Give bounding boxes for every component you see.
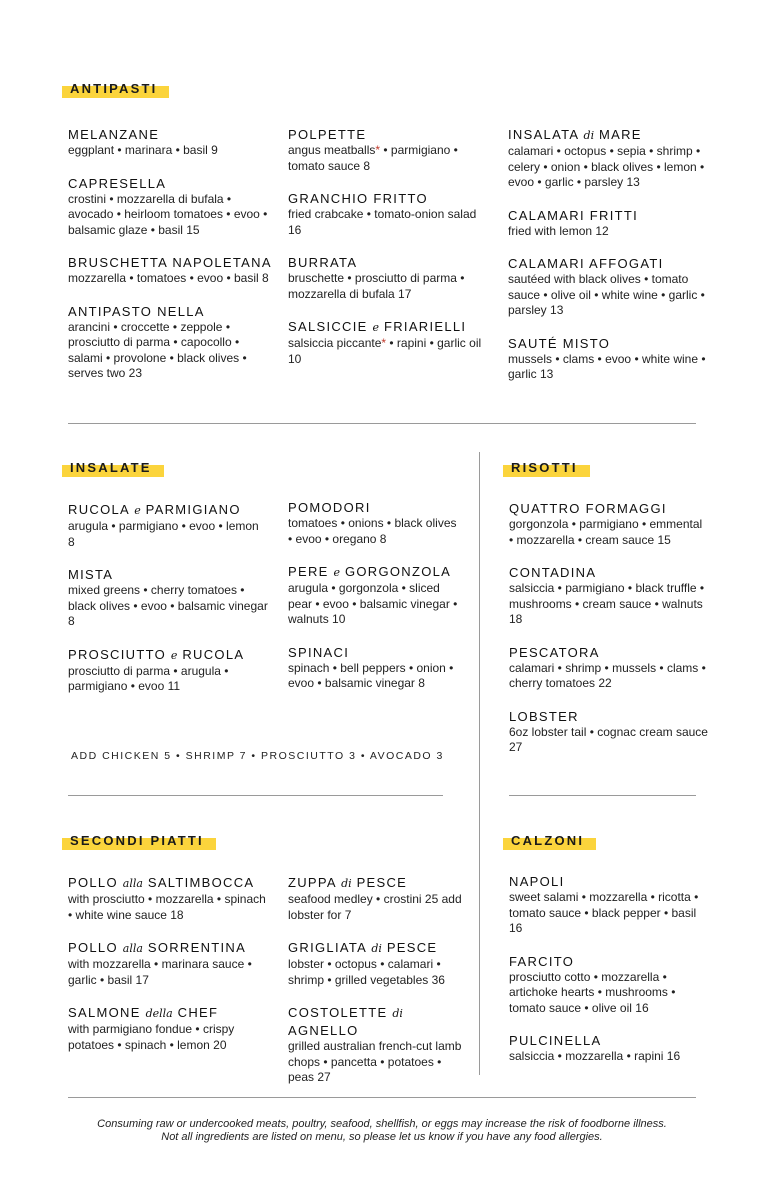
menu-item	[288, 190, 483, 238]
menu-item	[68, 1004, 273, 1053]
item-desc: grilled australian french-cut lamb chops • pancetta • potatoes • peas 27	[288, 1039, 462, 1084]
item-desc: eggplant • marinara • basil 9	[68, 143, 218, 157]
item-desc	[288, 143, 483, 174]
name-part: GORGONZOLA	[344, 564, 452, 579]
name-part: CHEF	[177, 1005, 219, 1020]
item-desc: arugula • parmigiano • evoo • lemon 8	[68, 519, 259, 549]
name-part: RUCOLA	[68, 502, 130, 517]
allergen-star: *	[381, 336, 387, 350]
item-name	[288, 874, 466, 892]
insalate-section	[68, 459, 158, 477]
name-part: MARE	[599, 127, 642, 142]
menu-item	[68, 874, 273, 923]
item-name: PULCINELLA	[509, 1033, 602, 1048]
name-part: INSALATA	[508, 127, 579, 142]
menu-item	[288, 874, 466, 923]
item-desc: salsiccia • mozzarella • rapini 16	[509, 1049, 681, 1063]
menu-item	[508, 255, 708, 319]
item-name	[508, 126, 708, 144]
name-part: AGNELLO	[288, 1023, 359, 1038]
menu-item	[68, 303, 273, 382]
item-name	[288, 939, 466, 957]
menu-item	[509, 953, 709, 1017]
item-name: FARCITO	[509, 953, 575, 969]
name-part: PESCE	[386, 940, 438, 955]
menu-item	[509, 500, 709, 548]
antipasti-heading: ANTIPASTI	[68, 81, 163, 96]
item-desc	[288, 336, 483, 367]
name-connector: alla	[122, 877, 143, 890]
item-name: SAUTÉ MISTO	[508, 335, 611, 351]
item-desc: spinach • bell peppers • onion • evoo • balsamic vinegar 8	[288, 660, 454, 690]
antipasti-col-3	[508, 126, 708, 399]
secondi-col-2	[288, 874, 466, 1102]
risotti-section	[509, 459, 584, 477]
item-desc: mozzarella • tomatoes • evoo • basil 8	[68, 271, 269, 285]
name-part: PERE	[288, 564, 329, 579]
name-connector: e	[333, 566, 341, 579]
menu-item	[509, 1032, 709, 1065]
desc-part: • rapini • garlic oil 10	[288, 336, 482, 366]
menu-item	[288, 318, 483, 367]
menu-item	[68, 939, 273, 988]
item-name: QUATTRO FORMAGGI	[509, 501, 667, 516]
insalate-heading: INSALATE	[68, 460, 158, 475]
item-desc: arugula • gorgonzola • sliced pear • evoo • balsamic vinegar • walnuts 10	[288, 581, 458, 626]
menu-item	[68, 566, 268, 630]
name-connector: e	[170, 648, 178, 662]
name-part: PESCE	[356, 875, 408, 890]
item-name: NAPOLI	[509, 874, 565, 889]
menu-item	[288, 499, 463, 547]
name-part: FRIARIELLI	[383, 319, 467, 334]
item-name: BURRATA	[288, 255, 358, 270]
antipasti-col-1	[68, 126, 273, 398]
name-connector: alla	[122, 942, 143, 955]
item-name: POLPETTE	[288, 127, 367, 142]
item-name: POMODORI	[288, 500, 371, 515]
item-name: CAPRESELLA	[68, 175, 167, 191]
item-name	[68, 501, 268, 519]
allergy-notice	[0, 1118, 764, 1144]
name-connector: di	[583, 129, 595, 142]
name-connector: di	[392, 1007, 403, 1020]
calzoni-heading: CALZONI	[509, 833, 590, 848]
notice-line-1: Consuming raw or undercooked meats, poultry, seafood, shellfish, or eggs may increase the risk of foodborne illness.	[97, 1118, 667, 1130]
name-part: PARMIGIANO	[145, 502, 241, 517]
divider	[509, 795, 696, 796]
menu-item	[68, 254, 273, 287]
item-name	[288, 1004, 466, 1039]
name-part: RUCOLA	[182, 646, 245, 662]
calzoni-col	[509, 873, 709, 1081]
item-desc: prosciutto cotto • mozzarella • artichoke hearts • mushrooms • tomato sauce • olive oil 16	[509, 969, 676, 1015]
item-name: MELANZANE	[68, 127, 160, 142]
desc-part: salsiccia piccante	[288, 336, 382, 350]
risotti-heading: RISOTTI	[509, 460, 584, 475]
name-part: SALTIMBOCCA	[147, 875, 255, 890]
item-name: LOBSTER	[509, 708, 579, 724]
item-name: CALAMARI AFFOGATI	[508, 256, 664, 271]
item-desc: gorgonzola • parmigiano • emmental • mozzarella • cream sauce 15	[509, 517, 703, 547]
menu-item	[509, 644, 709, 692]
item-name: SPINACI	[288, 644, 350, 660]
desc-part: angus meatballs	[288, 143, 376, 157]
item-desc: arancini • croccette • zeppole • prosciutto di parma • capocollo • salami • provolone • black olives • serves two 23	[68, 319, 247, 380]
item-name: CALAMARI FRITTI	[508, 207, 639, 223]
divider	[68, 795, 443, 796]
menu-item	[68, 646, 268, 695]
item-desc: calamari • octopus • sepia • shrimp • celery • onion • black olives • lemon • evoo • garlic • parsley 13	[508, 144, 705, 189]
menu-item	[508, 207, 708, 240]
menu-item	[288, 563, 463, 628]
item-desc: bruschette • prosciutto di parma • mozzarella di bufala 17	[288, 271, 465, 301]
item-name	[68, 874, 273, 892]
item-desc: with prosciutto • mozzarella • spinach • white wine sauce 18	[68, 892, 266, 922]
menu-item	[288, 1004, 466, 1086]
name-part: POLLO	[68, 940, 118, 955]
item-desc: tomatoes • onions • black olives • evoo • oregano 8	[288, 516, 457, 546]
antipasti-section	[68, 80, 163, 98]
item-desc: lobster • octopus • calamari • shrimp • grilled vegetables 36	[288, 957, 445, 987]
item-desc: with parmigiano fondue • crispy potatoes • spinach • lemon 20	[68, 1022, 235, 1052]
desc-part: • parmigiano • tomato sauce 8	[288, 143, 458, 173]
item-desc: crostini • mozzarella di bufala • avocado • heirloom tomatoes • evoo • balsamic glaze • basil 15	[68, 191, 268, 237]
item-name	[68, 1004, 273, 1022]
item-desc: prosciutto di parma • arugula • parmigiano • evoo 11	[68, 663, 229, 693]
item-name: MISTA	[68, 567, 114, 582]
item-desc: fried crabcake • tomato-onion salad 16	[288, 207, 477, 237]
menu-item	[508, 335, 708, 383]
menu-item	[509, 873, 709, 937]
name-connector: di	[341, 877, 352, 890]
menu-item	[509, 708, 709, 756]
item-name: GRANCHIO FRITTO	[288, 191, 428, 206]
name-part: SALMONE	[68, 1005, 141, 1020]
calzoni-section	[509, 832, 590, 850]
divider	[68, 1097, 696, 1098]
item-desc: sautéed with black olives • tomato sauce • olive oil • white wine • garlic • parsley 13	[508, 272, 705, 317]
divider	[68, 423, 696, 424]
allergen-star: *	[375, 143, 381, 157]
item-desc: fried with lemon 12	[508, 223, 609, 238]
menu-item	[288, 254, 483, 302]
item-desc: seafood medley • crostini 25 add lobster for 7	[288, 892, 462, 922]
menu-item	[509, 564, 709, 628]
item-name: BRUSCHETTA NAPOLETANA	[68, 255, 272, 270]
item-name	[68, 646, 268, 664]
insalate-col-2	[288, 499, 463, 708]
name-connector: di	[371, 942, 382, 955]
item-desc: salsiccia • parmigiano • black truffle • mushrooms • cream sauce • walnuts 18	[509, 581, 705, 626]
name-part: SALSICCIE	[288, 319, 368, 334]
name-part: SORRENTINA	[147, 940, 247, 955]
item-desc: with mozzarella • marinara sauce • garlic • basil 17	[68, 957, 252, 987]
salad-addons: ADD CHICKEN 5 • SHRIMP 7 • PROSCIUTTO 3 • AVOCADO 3	[71, 750, 444, 762]
divider-vertical	[479, 452, 480, 1075]
name-part: GRIGLIATA	[288, 940, 367, 955]
notice-line-2: Not all ingredients are listed on menu, so please let us know if you have any food allergies.	[161, 1131, 603, 1143]
menu-item	[288, 644, 463, 692]
item-name: ANTIPASTO NELLA	[68, 303, 205, 319]
item-name: PESCATORA	[509, 644, 600, 660]
item-desc: 6oz lobster tail • cognac cream sauce 27	[509, 724, 708, 754]
item-name	[288, 318, 483, 336]
menu-item	[68, 175, 273, 239]
risotti-col	[509, 500, 709, 772]
item-name	[288, 563, 463, 581]
menu-item	[68, 501, 268, 550]
item-desc: mixed greens • cherry tomatoes • black olives • evoo • balsamic vinegar 8	[68, 583, 268, 628]
name-connector: e	[372, 321, 380, 334]
menu-item	[288, 126, 483, 174]
menu-item	[68, 126, 273, 159]
name-connector: e	[134, 504, 141, 517]
item-desc: mussels • clams • evoo • white wine • garlic 13	[508, 351, 706, 381]
name-part: PROSCIUTTO	[68, 646, 166, 662]
antipasti-col-2	[288, 126, 483, 383]
secondi-heading: SECONDI PIATTI	[68, 833, 210, 848]
menu-item	[288, 939, 466, 988]
name-part: POLLO	[68, 875, 118, 890]
insalate-col-1	[68, 501, 268, 711]
name-part: COSTOLETTE	[288, 1005, 388, 1020]
name-part: ZUPPA	[288, 875, 337, 890]
item-name: CONTADINA	[509, 565, 597, 580]
item-desc: sweet salami • mozzarella • ricotta • tomato sauce • black pepper • basil 16	[509, 890, 699, 935]
name-connector: della	[145, 1007, 173, 1020]
item-name	[68, 939, 273, 957]
item-desc: calamari • shrimp • mussels • clams • cherry tomatoes 22	[509, 660, 706, 690]
menu-item	[508, 126, 708, 191]
secondi-section	[68, 832, 210, 850]
secondi-col-1	[68, 874, 273, 1069]
